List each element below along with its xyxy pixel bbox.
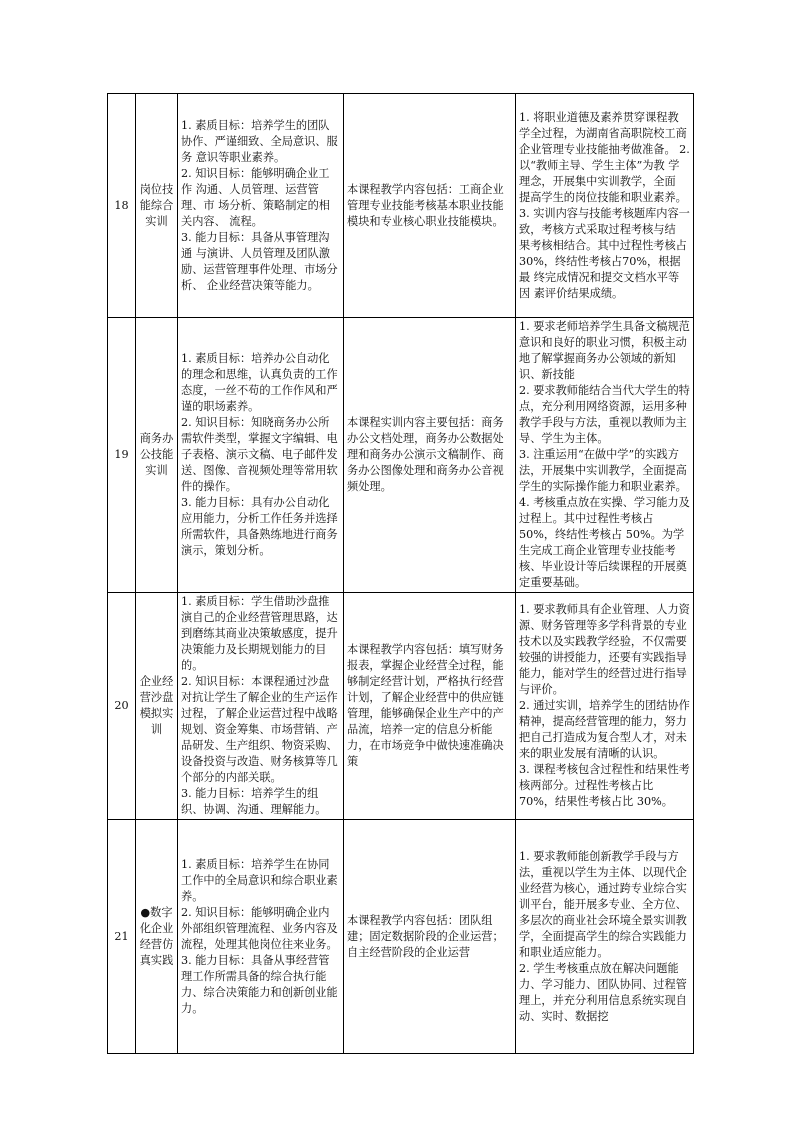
course-content: 本课程教学内容包括：团队组建；固定数据阶段的企业运营；自主经营阶段的企业运营	[344, 820, 516, 1054]
course-table	[107, 93, 694, 1054]
table-row	[108, 94, 694, 318]
course-name: 商务办公技能实训	[136, 318, 178, 593]
table-row	[108, 593, 694, 820]
table-row	[108, 820, 694, 1054]
teaching-requirements: 1. 要求老师培养学生具备文稿规范意识和良好的职业习惯，积极主动地了解掌握商务办公领域的新知识、新技能 2. 要求教师能结合当代大学生的特点，充分利用网络资源，运用多种教学手段与方法，重视以教师为主导、学生为主体。 3. 注重运用“在做中学”的实践方法，开展集中实训教学，全面提高学生的实际操作能力和职业素养。 4. 考核重点放在实操、学习能力及过程上。其中过程性考核占 50%，终结性考核占 50%。为学生完成工商企业管理专业技能考核、毕业设计等后续课程的开展奠定重要基础。	[516, 318, 694, 593]
course-content: 本课程教学内容包括：填写财务报表，掌握企业经营全过程，能够制定经营计划，严格执行经营计划，了解企业经营中的供应链管理，能够确保企业生产中的产品流，培养一定的信息分析能力，在市场竞争中做快速准确决策	[344, 593, 516, 820]
table-row	[108, 318, 694, 593]
course-name: 企业经营沙盘模拟实训	[136, 593, 178, 820]
teaching-requirements: 1. 将职业道德及素养贯穿课程教 学全过程，为湖南省高职院校工商 企业管理专业技能抽考做准备。 2. 以“教师主导、学生主体”为教 学理念，开展集中实训教学，全面 提高学生的岗位技能和职业素养。 3. 实训内容与技能考核题库内容一致，考核方式采取过程考核与结 果考核相结合。其中过程性考核占 30%，终结性考核占70%，根据最 终完成情况和提交文档水平等因 素评价结果成绩。	[516, 94, 694, 318]
teaching-requirements: 1. 要求教师具有企业管理、人力资源、财务管理等多学科背景的专业技术以及实践教学经验，不仅需要较强的讲授能力，还要有实践指导能力，能对学生的经营过进行指导与评价。 2. 通过实训，培养学生的团结协作精神，提高经营管理的能力，努力把自己打造成为复合型人才，对未来的职业发展有清晰的认识。 3. 课程考核包含过程性和结果性考核两部分。过程性考核占比 70%，结果性考核占比 30%。	[516, 593, 694, 820]
course-goals: 1. 素质目标：学生借助沙盘推演自己的企业经营管理思路，达到磨练其商业决策敏感度，提升决策能力及长期规划能力的目的。 2. 知识目标：本课程通过沙盘对抗让学生了解企业的生产运作过程，了解企业运营过程中战略规划、资金筹集、市场营销、产品研发、生产组织、物资采购、设备投资与改造、财务核算等几个部分的内部关联。 3. 能力目标：培养学生的组织、协调、沟通、理解能力。	[178, 593, 344, 820]
course-name: 岗位技能综合实训	[136, 94, 178, 318]
course-content: 本课程实训内容主要包括：商务办公文档处理，商务办公数据处理和商务办公演示文稿制作、商务办公图像处理和商务办公音视频处理。	[344, 318, 516, 593]
teaching-requirements: 1. 要求教师能创新教学手段与方法，重视以学生为主体、以现代企业经营为核心，通过跨专业综合实训平台，能开展多专业、全方位、多层次的商业社会环境全景实训教学，全面提高学生的综合实践能力和职业适应能力。 2. 学生考核重点放在解决问题能力、学习能力、团队协同、过程管理上，并充分利用信息系统实现自动、实时、数据挖	[516, 820, 694, 1054]
course-goals: 1. 素质目标：培养办公自动化的理念和思维，认真负责的工作态度，一丝不苟的工作作风和严谨的职场素养。 2. 知识目标：知晓商务办公所需软件类型，掌握文字编辑、电子表格、演示文稿、电子邮件发送、图像、音视频处理等常用软件的操作。 3. 能力目标：具有办公自动化应用能力，分析工作任务并选择所需软件，具备熟练地进行商务演示，策划分析。	[178, 318, 344, 593]
course-name: ●数字化企业经营仿真实践	[136, 820, 178, 1054]
course-goals: 1. 素质目标：培养学生在协同工作中的全局意识和综合职业素养。 2. 知识目标：能够明确企业内外部组织管理流程、业务内容及流程，处理其他岗位往来业务。 3. 能力目标：具备从事经营管理工作所需具备的综合执行能力、综合决策能力和创新创业能力。	[178, 820, 344, 1054]
course-goals: 1. 素质目标：培养学生的团队协作、严谨细致、全局意识、服务 意识等职业素养。 2. 知识目标：能够明确企业工作 沟通、人员管理、运营管理、市 场分析、策略制定的相关内容、 流程。 3. 能力目标：具备从事管理沟通 与演讲、人员管理及团队激励、运营管理事件处理、市场分析、 企业经营决策等能力。	[178, 94, 344, 318]
row-number: 18	[108, 94, 136, 318]
row-number: 21	[108, 820, 136, 1054]
row-number: 20	[108, 593, 136, 820]
row-number: 19	[108, 318, 136, 593]
course-content: 本课程教学内容包括：工商企业管理专业技能考核基本职业技能模块和专业核心职业技能模块。	[344, 94, 516, 318]
